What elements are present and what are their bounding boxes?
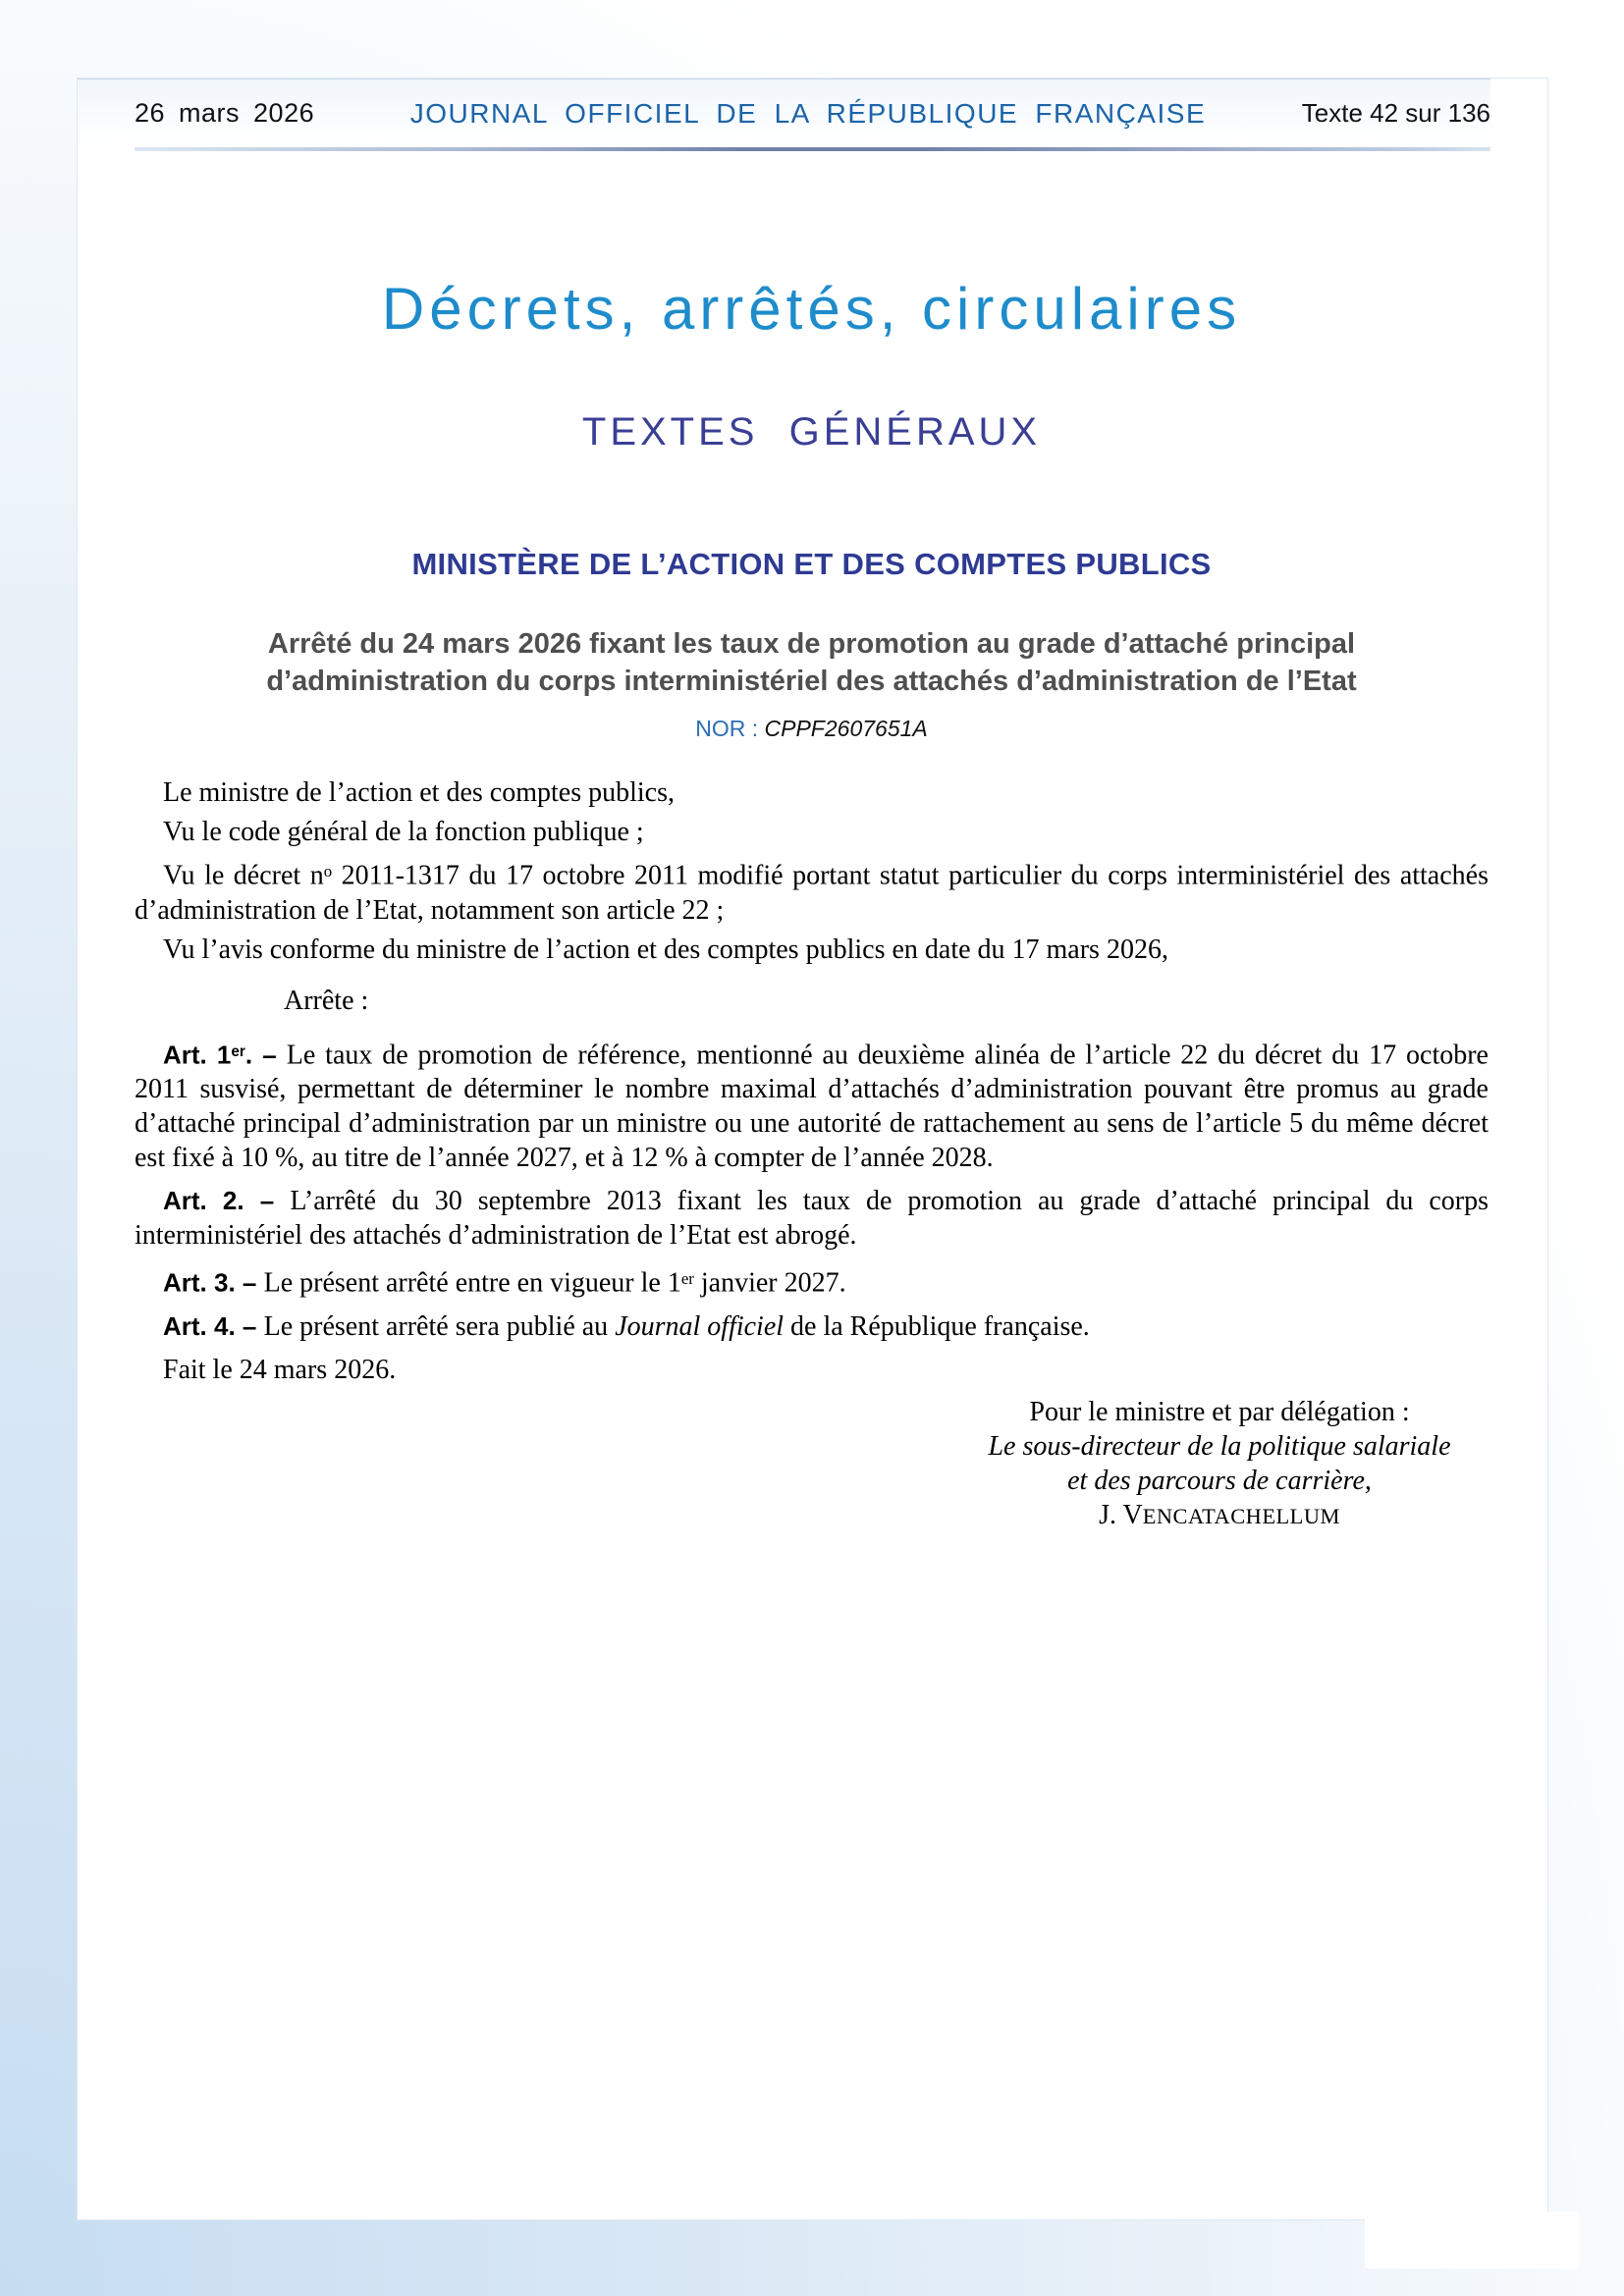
article-1: Art. 1er. – Le taux de promotion de référence, mentionné au deuxième alinéa de l’article 22 du décret du 17 octobre 2011 susvisé, permettant de déterminer le nombre maximal d’attachés d’administration pouvant être promus au grade d’attaché principal d’administration par un ministre ou une autorité de rattachement au sens de l’article 5 du même décret est fixé à 10 %, au titre de l’année 2027, et à 12 % à compter de l’année 2028.	[135, 1040, 1489, 1174]
signature-block	[945, 1395, 1494, 1533]
page-header	[78, 79, 1490, 147]
section-title: Décrets, arrêtés, circulaires	[381, 276, 1242, 342]
page-content	[78, 277, 1547, 1533]
header-rule-divider	[135, 147, 1490, 151]
section-subtitle: TEXTES GÉNÉRAUX	[581, 410, 1042, 454]
visa-decret-2011: Vu le décret $n^o$ 2011-1317 du 17 octobre 2011 modifié portant statut particulier du corps interministériel des attachés d’administration de l’Etat, notamment son article 22 ;	[135, 860, 1489, 926]
nor-value: CPPF2607651A	[764, 716, 928, 741]
texte-reference: Texte 42 sur 136	[1301, 98, 1490, 128]
act-title-line1: Arrêté du 24 mars 2026 fixant les taux de promotion au grade d’attaché principal	[267, 628, 1356, 660]
visa-code-fonction-publique: Vu le code général de la fonction publique ;	[163, 817, 644, 847]
article-3: Art. 3. – Le présent arrêté entre en vigueur le 1er janvier 2027.	[163, 1267, 846, 1299]
journal-title: JOURNAL OFFICIEL DE LA RÉPUBLIQUE FRANÇAISE	[409, 97, 1207, 129]
signature-function-line1: Le sous-directeur de la politique salariale	[988, 1430, 1451, 1462]
article-4: Art. 4. – Le présent arrêté sera publié au Journal officiel de la République française.	[163, 1310, 1090, 1342]
act-title-line2: d’administration du corps interministériel des attachés d’administration de l’Etat	[266, 666, 1357, 697]
document-sheet	[77, 78, 1548, 2220]
ministry-heading: MINISTÈRE DE L’ACTION ET DES COMPTES PUBLICS	[411, 547, 1212, 581]
fait-date: Fait le 24 mars 2026.	[163, 1354, 397, 1385]
signature-name: J. VENCATACHELLUM	[1099, 1499, 1340, 1530]
arrete-clause: Arrête :	[284, 985, 369, 1016]
visa-avis-conforme: Vu l’avis conforme du ministre de l’action et des comptes publics en date du 17 mars 2026,	[163, 934, 1168, 965]
paragraph-le-ministre: Le ministre de l’action et des comptes publics,	[163, 777, 675, 808]
signature-function-line2: et des parcours de carrière,	[1067, 1465, 1372, 1496]
body-text	[135, 775, 1489, 1533]
act-title	[135, 625, 1489, 700]
nor-label: NOR :	[695, 716, 765, 741]
nor-line	[135, 716, 1489, 742]
article-2: Art. 2. – L’arrêté du 30 septembre 2013 fixant les taux de promotion au grade d’attaché principal du corps interministériel des attachés d’administration de l’Etat est abrogé.	[135, 1186, 1489, 1252]
corner-overlay-patch	[1365, 2212, 1579, 2269]
signature-intro: Pour le ministre et par délégation :	[1029, 1396, 1410, 1427]
header-date: 26 mars 2026	[135, 98, 315, 128]
